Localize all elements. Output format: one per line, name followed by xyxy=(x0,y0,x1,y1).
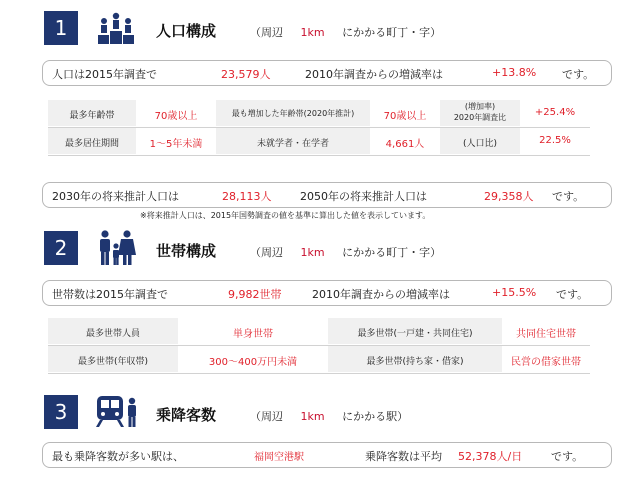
t2-r1-c2-value: 共同住宅世帯 xyxy=(516,329,576,340)
area-note-1 xyxy=(250,24,441,40)
t1-r2-c1-label: 最多居住期間 xyxy=(64,139,119,149)
area-note-km: 1km xyxy=(300,246,325,259)
area-note-prefix: （周辺 xyxy=(250,26,283,39)
t1-r1-c3-label-top: (増加率) xyxy=(464,102,496,111)
section-number-1: 1 xyxy=(44,11,78,45)
station-value: 福岡空港駅 xyxy=(254,452,304,463)
forecast-2050-value: 29,358人 xyxy=(484,190,534,203)
forecast-2030-label: 2030年の将来推計人口は xyxy=(52,190,179,203)
area-note-3 xyxy=(250,408,408,424)
population-change-label: 2010年調査からの増減率は xyxy=(305,68,443,81)
table-divider xyxy=(48,155,590,156)
t1-r2-c2-label: 未就学者・在学者 xyxy=(256,139,329,149)
section-number-2: 2 xyxy=(44,231,78,265)
t1-r2-c3-label: (人口比) xyxy=(462,139,498,149)
area-note-prefix: （周辺 xyxy=(250,410,283,423)
t2-r1-c2-label: 最多世帯(一戸建・共同住宅) xyxy=(357,329,473,339)
section-title-passengers: 乗降客数 xyxy=(156,406,217,424)
t1-r1-c3-value: +25.4% xyxy=(534,107,576,118)
area-note-suffix: にかかる町丁・字） xyxy=(342,246,442,259)
t1-r2-c2-value: 4,661人 xyxy=(385,139,425,150)
table-divider xyxy=(48,373,590,374)
t1-r2-c1-value: 1～5年未満 xyxy=(149,139,203,150)
t1-r1-c1-label: 最多年齢帯 xyxy=(69,111,115,121)
population-change-value: +13.8% xyxy=(492,66,537,79)
train-person-icon xyxy=(94,393,140,429)
household-change-value: +15.5% xyxy=(492,286,537,299)
household-label: 世帯数は2015年調査で xyxy=(52,288,168,301)
family-icon xyxy=(94,229,138,267)
station-label: 最も乗降客数が多い駅は、 xyxy=(52,450,184,463)
t1-r1-c1-value: 70歳以上 xyxy=(154,111,198,122)
population-suffix: です。 xyxy=(562,68,595,81)
household-value: 9,982世帯 xyxy=(228,288,282,301)
section-number-3: 3 xyxy=(44,395,78,429)
forecast-footnote: ※将来推計人口は、2015年国勢調査の値を基準に算出した値を表示しています。 xyxy=(140,211,431,220)
population-label: 人口は2015年調査で xyxy=(52,68,157,81)
area-note-suffix: にかかる町丁・字） xyxy=(342,26,442,39)
t1-r1-c3-label-bottom: 2020年調査比 xyxy=(453,113,507,122)
t2-r1-c1-label: 最多世帯人員 xyxy=(85,329,140,339)
t1-r1-c2-label: 最も増加した年齢帯(2020年推計) xyxy=(231,109,355,118)
t2-r2-c1-value: 300～400万円未満 xyxy=(208,357,298,368)
t2-r1-c1-value: 単身世帯 xyxy=(233,329,273,340)
t2-r2-c2-label: 最多世帯(持ち家・借家) xyxy=(366,357,464,367)
t1-r1-c2-value: 70歳以上 xyxy=(383,111,427,122)
podium-people-icon xyxy=(94,12,138,46)
t2-r2-c1-label: 最多世帯(年収帯) xyxy=(77,357,149,367)
household-change-label: 2010年調査からの増減率は xyxy=(312,288,450,301)
passenger-label: 乗降客数は平均 xyxy=(365,450,442,463)
area-note-km: 1km xyxy=(300,26,325,39)
area-note-suffix: にかかる駅） xyxy=(342,410,409,423)
household-suffix: です。 xyxy=(556,288,589,301)
passenger-value: 52,378人/日 xyxy=(458,450,523,463)
table-divider xyxy=(48,127,590,128)
t1-r2-c3-value: 22.5% xyxy=(539,135,571,146)
forecast-2050-label: 2050年の将来推計人口は xyxy=(300,190,427,203)
forecast-suffix: です。 xyxy=(552,190,585,203)
section-title-population: 人口構成 xyxy=(156,22,217,40)
forecast-2030-value: 28,113人 xyxy=(222,190,272,203)
section-title-household: 世帯構成 xyxy=(156,242,217,260)
t2-r2-c2-value: 民営の借家世帯 xyxy=(511,357,581,368)
population-value: 23,579人 xyxy=(221,68,271,81)
area-note-prefix: （周辺 xyxy=(250,246,283,259)
area-note-km: 1km xyxy=(300,410,325,423)
passenger-suffix: です。 xyxy=(551,450,584,463)
table-divider xyxy=(48,345,590,346)
area-note-2 xyxy=(250,244,441,260)
